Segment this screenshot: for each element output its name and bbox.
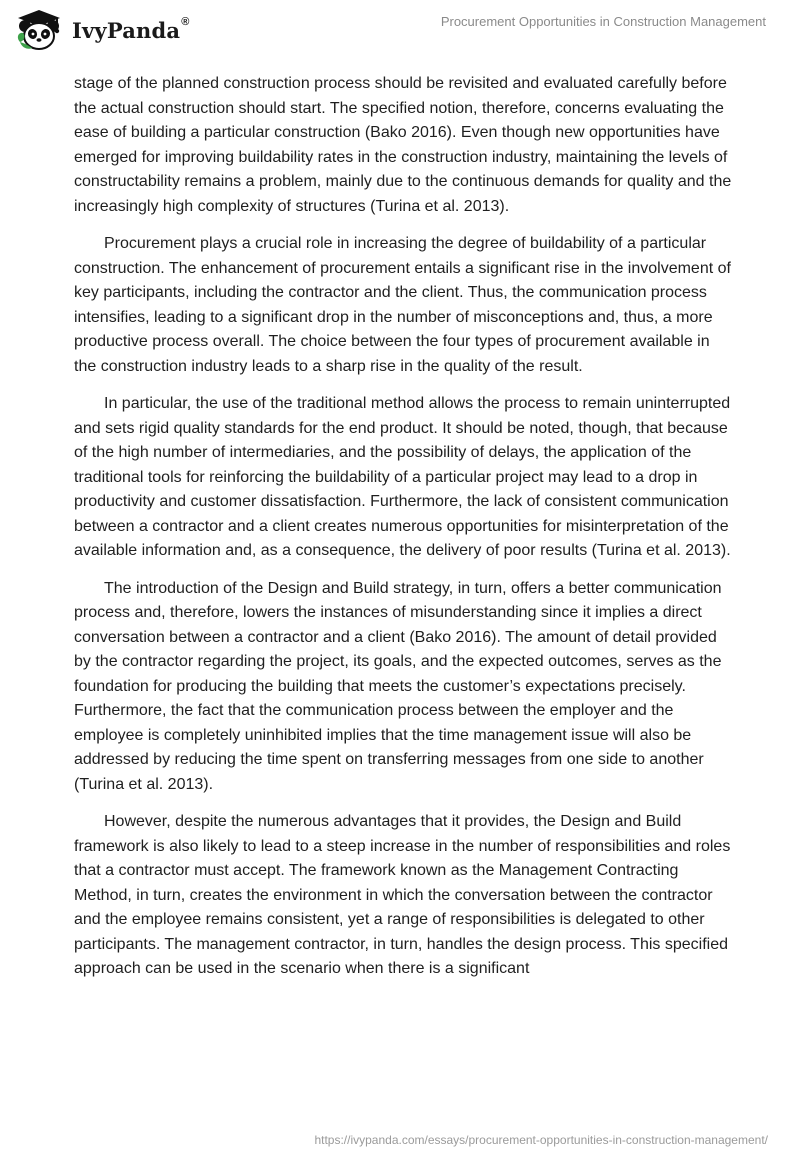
paragraph: Procurement plays a crucial role in increasing the degree of buildability of a particular construction. The enhancement of procurement entails a significant rise in the involvement of key participants, including the contractor and the client. Thus, the communication process intensifies, leading to a significant drop in the number of misconceptions and, thus, a more productive process overall. The choice between the four types of procurement available in the construction industry leads to a sharp rise in the quality of the result. [74, 235, 731, 375]
source-url[interactable]: https://ivypanda.com/essays/procurement-opportunities-in-construction-management/ [314, 1133, 768, 1147]
logo-wordmark: IvyPanda® [72, 15, 190, 43]
page-header [0, 0, 800, 60]
paragraph: stage of the planned construction process should be revisited and evaluated carefully before the actual construction should start. The specified notion, therefore, concerns evaluating the ease of building a particular construction (Bako 2016). Even though new opportunities have emerged for improving buildability rates in the construction industry, maintaining the levels of constructability remains a problem, mainly due to the continuous demands for quality and the increasingly high complexity of structures (Turina et al. 2013). [74, 75, 732, 215]
panda-graduate-icon [14, 8, 64, 52]
paragraph: However, despite the numerous advantages that it provides, the Design and Build framework is also likely to lead to a steep increase in the number of responsibilities and roles that a contractor must accept. The framework known as the Management Contracting Method, in turn, creates the environment in which the conversation between the contractor and the employee remains consistent, yet a range of responsibilities is delegated to other participants. The management contractor, in turn, handles the design process. This specified approach can be used in the scenario when there is a significant [74, 813, 731, 977]
registered-mark: ® [181, 15, 190, 28]
paragraph: In particular, the use of the traditional method allows the process to remain uninterrupted and sets rigid quality standards for the end product. It should be noted, though, that because of the high number of intermediaries, and the possibility of delays, the application of the traditional tools for reinforcing the buildability of a particular project may lead to a drop in productivity and customer dissatisfaction. Furthermore, the lack of consistent communication between a contractor and a client creates numerous opportunities for misinterpretation of the available information and, as a consequence, the delivery of poor results (Turina et al. 2013). [74, 395, 731, 559]
paragraph: The introduction of the Design and Build strategy, in turn, offers a better communication process and, therefore, lowers the instances of misunderstanding since it implies a direct conversation between a contractor and a client (Bako 2016). The amount of detail provided by the contractor regarding the project, its goals, and the expected outcomes, serves as the foundation for producing the building that meets the customer’s expectations precisely. Furthermore, the fact that the communication process between the employer and the employee is completely uninhibited implies that the time management issue will also be addressed by reducing the time spent on transferring messages from one side to another (Turina et al. 2013). [74, 579, 722, 793]
document-title: Procurement Opportunities in Construction Management [440, 14, 766, 29]
ivypanda-logo[interactable] [14, 8, 190, 52]
essay-body [74, 72, 734, 995]
